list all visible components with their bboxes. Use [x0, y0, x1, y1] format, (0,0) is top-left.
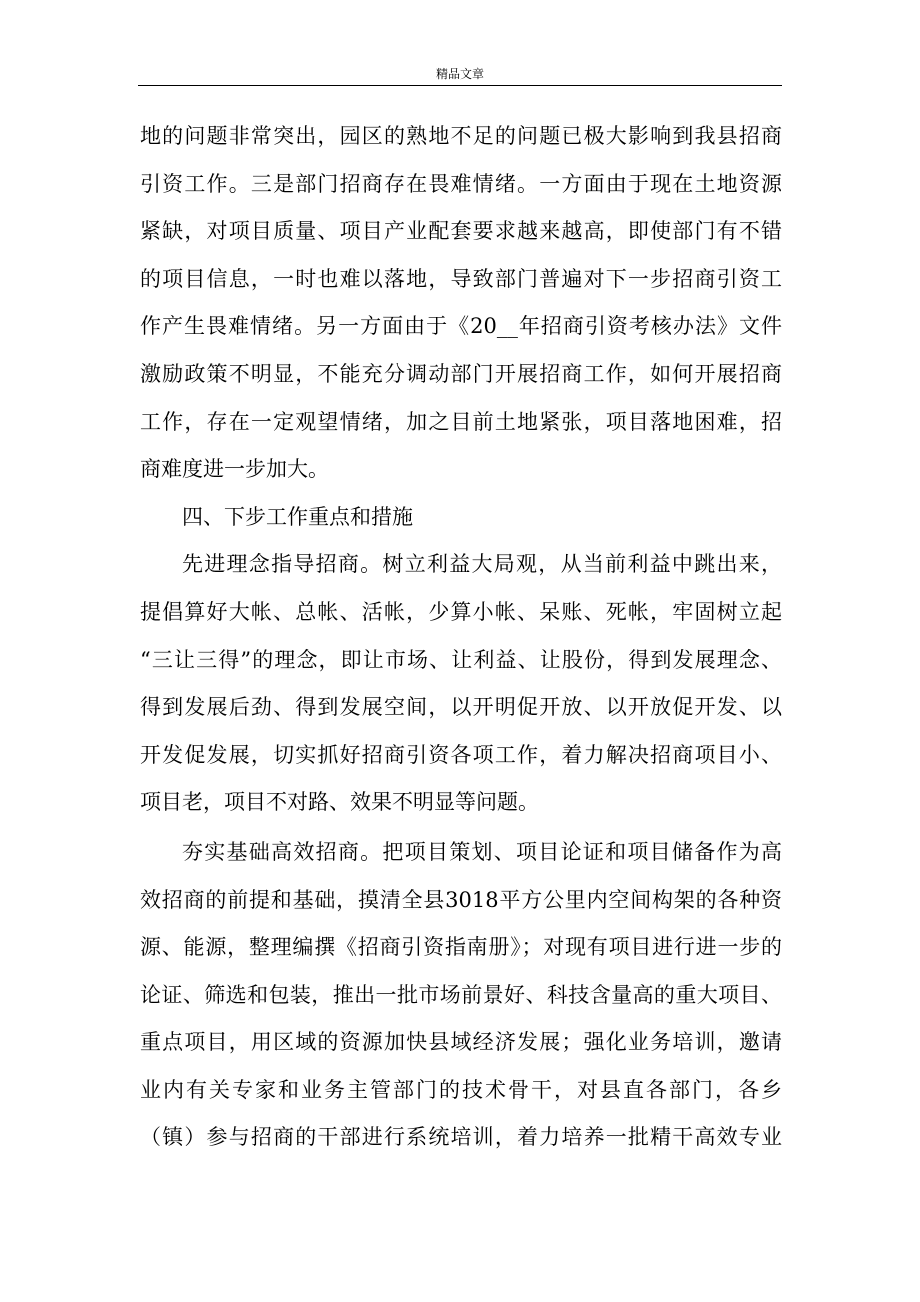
body-line: 夯实基础高效招商。把项目策划、项目论证和项目储备作为高	[182, 839, 782, 864]
body-line: 得到发展后劲、得到发展空间，以开明促开放、以开放促开发、以	[140, 695, 782, 720]
body-line: 激励政策不明显，不能充分调动部门开展招商工作，如何开展招商	[140, 361, 782, 386]
body-line: 提倡算好大帐、总帐、活帐，少算小帐、呆账、死帐，牢固树立起	[140, 599, 782, 624]
body-line: 重点项目，用区域的资源加快县域经济发展；强化业务培训，邀请	[140, 1030, 782, 1055]
body-line: “三让三得”的理念，即让市场、让利益、让股份，得到发展理念、	[140, 647, 782, 672]
body-line: 地的问题非常突出，园区的熟地不足的问题已极大影响到我县招商	[140, 124, 782, 148]
body-line: （镇）参与招商的干部进行系统培训，着力培养一批精干高效专业	[140, 1125, 782, 1150]
body-line: 工作，存在一定观望情绪，加之目前土地紧张，项目落地困难，招	[140, 409, 782, 434]
body-line: 源、能源，整理编撰《招商引资指南册》；对现有项目进行进一步的	[140, 935, 782, 960]
body-line: 紧缺，对项目质量、项目产业配套要求越来越高，即使部门有不错	[140, 219, 782, 244]
page-header-title: 精品文章	[435, 67, 484, 81]
body-line: 项目老，项目不对路、效果不明显等问题。	[140, 790, 539, 815]
header-divider	[138, 85, 782, 86]
body-line: 商难度进一步加大。	[140, 457, 329, 482]
body-line: 作产生畏难情绪。另一方面由于《20__年招商引资考核办法》文件	[140, 314, 782, 339]
section-heading: 四、下步工作重点和措施	[182, 504, 413, 529]
document-body	[140, 113, 782, 1162]
body-line: 论证、筛选和包装，推出一批市场前景好、科技含量高的重大项目、	[140, 982, 782, 1007]
body-line: 业内有关专家和业务主管部门的技术骨干，对县直各部门，各乡	[140, 1077, 782, 1102]
body-line: 引资工作。三是部门招商存在畏难情绪。一方面由于现在土地资源	[140, 171, 782, 196]
body-line: 先进理念指导招商。树立利益大局观，从当前利益中跳出来，	[182, 552, 782, 577]
body-line: 效招商的前提和基础，摸清全县3018平方公里内空间构架的各种资	[140, 887, 782, 912]
body-line: 的项目信息，一时也难以落地，导致部门普遍对下一步招商引资工	[140, 266, 782, 291]
body-line: 开发促发展，切实抓好招商引资各项工作，着力解决招商项目小、	[140, 742, 782, 767]
